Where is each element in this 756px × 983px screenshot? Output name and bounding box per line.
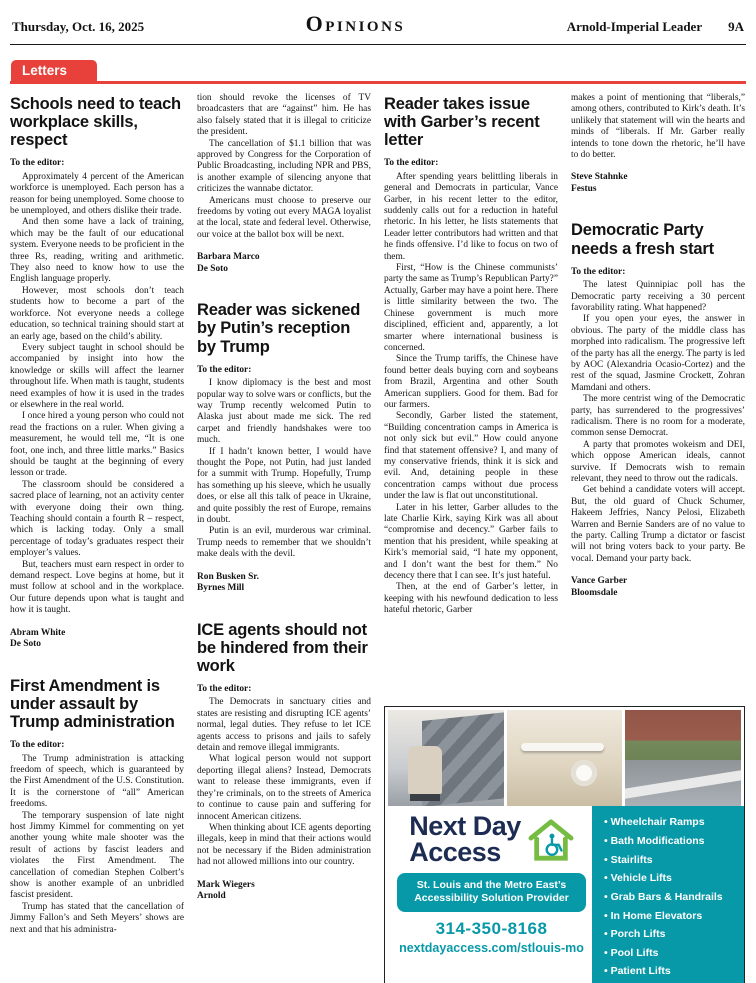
letter-paragraph: What logical person would not support deporting illegal aliens? Instead, Democrats want to release these immigrants, even if they’re criminals, on to the streets of America to continue to cause pain and suffering for innocent American citizens. [197,754,371,822]
letter-paragraph: First, “How is the Chinese communists’ party the same as Trump’s Republican Party?” Actually, Garber may have a point here. There is little similarity between the two. The Chinese government is much more disciplined, efficient and, apparently, a lot smarter where international business is concerned. [384,263,558,353]
signature-name: Mark Wiegers [197,879,255,890]
letter-paragraph: Putin is an evil, murderous war criminal. Trump needs to remember that we shouldn’t make deals with the devil. [197,526,371,560]
letter-paragraph-continued: tion should revoke the licenses of TV broadcasters that are “against” him. He has also falsely stated that it is illegal to criticize the president. [197,93,371,138]
salutation: To the editor: [197,684,252,695]
ad-phone: 314-350-8168 [435,918,548,938]
letter-paragraph: I know diplomacy is the best and most popular way to solve wars or conflicts, but the way Trump recently welcomed Putin to Alaska just about made me sick. The red carpet and friendly handshakes were too much. [197,378,371,446]
salutation: To the editor: [10,158,65,169]
letter-first-amendment-part1 [10,677,184,936]
letter-headline: ICE agents should not be hindered from their work [197,620,368,675]
signature-city: Arnold [197,891,226,902]
next-day-access-ad [384,706,745,983]
letter-paragraph: I once hired a young person who could not read the fractions on a ruler. When giving a measurement, he would tell me, “It is one foot, one inch, and three little marks.” Basics should be taught at the beginning of every lesson or trade. [10,411,184,479]
signature [197,572,371,595]
letter-paragraph: Then, at the end of Garber’s letter, in keeping with his newfound dedication to less hateful rhetoric, Garber [384,582,558,616]
letter-paragraph-continued: makes a point of mentioning that “liberals,” among others, contributed to Kirk’s death. It’s unlikely that statement will win the hearts and minds of “liberals. If Mr. Garber really intends to tone down the rhetoric, he’ll have to do better. [571,93,745,161]
salutation: To the editor: [571,266,626,277]
masthead-paper-name [567,19,744,35]
right-half [384,93,745,983]
service-item: • Wheelchair Ramps [604,816,738,829]
grab-bar-graphic [521,743,604,751]
letter-paragraph: When thinking about ICE agents deporting illegals, keep in mind that their actions would not be necessary if the Biden administration had not allowed millions into our country. [197,822,371,868]
letter-paragraph: A party that promotes wokeism and DEI, which oppose American ideals, cannot survive. If Democrats wish to remain relevant, they need to throw out the radicals. [571,439,745,485]
service-item: • Vehicle Lifts [604,872,738,885]
stairlift-chair-graphic [408,746,442,794]
service-item: • Pool Lifts [604,947,738,960]
letter-paragraph: The latest Quinnipiac poll has the Democratic party receiving a 30 percent favorability rating. What happened? [571,280,745,313]
letter-headline: Schools need to teach workplace skills, respect [10,95,181,150]
letter-headline: Democratic Party needs a fresh start [571,221,714,258]
letter-paragraph: If I hadn’t known better, I would have thought the Pope, not Putin, had just landed for a summit with Trump. Hopefully, Trump has something up his sleeve, which he usually does, or else all this talk of peace in Ukraine, and quite possibly the rest of Europe, remains in doubt. [197,446,371,525]
letter-paragraph: And then some have a lack of training, which may be the fault of our educational system. Everyone needs to be proficient in the three Rs, reading, writing and arithmetic. They also need to know how to use the English language properly. [10,217,184,285]
signature-name: Abram White [10,627,66,638]
service-item: • In Home Elevators [604,910,738,923]
wheelchair-ramp-photo [625,710,741,806]
masthead [10,8,746,45]
toilet-paper-graphic [571,760,597,786]
signature-city: De Soto [10,639,41,650]
brand-line1: Next Day [409,811,521,842]
column-1 [10,93,184,983]
column-4 [571,93,745,698]
letter-headline: First Amendment is under assault by Trump administration [10,676,175,731]
signature-city: Festus [571,183,597,194]
letter-paragraph: Since the Trump tariffs, the Chinese have found better deals buying corn and soybeans from Brazil, Argentina and other South American suppliers. Good for them. Bad for our farmers. [384,354,558,410]
letter-democratic-party [571,221,745,599]
letter-paragraph: The more centrist wing of the Democratic party, has surrendered to the progressives’ radicalism. There is no room for a moderate, common sense Democrat. [571,394,745,439]
ad-photos [385,707,744,806]
letters-banner: Letters [11,60,97,81]
letter-paragraph: Secondly, Garber listed the statement, “Building concentration camps in America is not only sick but evil.” How could anyone find that statement offensive? I, and many of my conservative friends, think it is sick and evil. And, detaining people in these concentration camps without due process under the law is flat out unconstitutional. [384,411,558,502]
letter-paragraph: Approximately 4 percent of the American workforce is unemployed. Each person has a reason for being unemployed. Some choose to be unemployed, and others dislike their trade. [10,171,184,217]
letters-banner-row [10,60,746,84]
signature-name: Steve Stahnke [571,172,628,183]
letter-paragraph: However, most schools don’t teach students how to become a part of the workforce. Not everyone needs a college education, so technical training should start at an early age, based on the child’s ability. [10,285,184,342]
house-accessibility-icon [528,818,574,862]
letter-schools [10,95,184,651]
ramp-graphic [625,767,741,800]
signature-name: Barbara Marco [197,252,260,263]
column-2 [197,93,371,983]
service-item: • Porch Lifts [604,928,738,941]
signature [571,576,745,599]
ad-website: nextdayaccess.com/stlouis-mo [399,940,584,955]
service-item: • Grab Bars & Handrails [604,891,738,904]
masthead-date: Thursday, Oct. 16, 2025 [12,19,145,34]
stairlift-photo [388,710,504,806]
signature-name: Vance Garber [571,576,628,587]
salutation: To the editor: [197,364,252,375]
letter-paragraph: Americans must choose to preserve our freedoms by voting out every MAGA loyalist at the local, state and federal level. Otherwise, our voice at the ballot box will be next. [197,195,371,240]
salutation: To the editor: [10,740,65,751]
letter-putin [197,301,371,594]
brand-line2: Access [409,837,501,868]
letter-paragraph: After spending years belittling liberals in general and Democrats in particular, Vance Garber, in his recent letter to the editor, suddenly calls out for a reduction in hateful rhetoric. In his letter, he lists statements that Leader letter contributors had written and that he finds offensive. I’d like to focus on two of them. [384,171,558,262]
ad-tagline: St. Louis and the Metro East’s Accessibility Solution Provider [397,873,586,912]
service-item: • Patient Lifts [604,965,738,978]
letter-paragraph: If you open your eyes, the answer in obvious. The party of the middle class has morphed into radicalism. The progressive left of the party has all the energy. The party is led by AOC (Alexandria Ocasio-Cortez) and the rest of the squad, Jasmine Crockett, Zohran Mamdani and others. [571,314,745,393]
letter-paragraph: Trump has stated that the cancellation of Jimmy Fallon’s and Seth Meyers’ shows are next and that his administra- [10,901,184,935]
ad-info [391,812,592,983]
ad-services-list [592,806,744,983]
signature [571,172,745,195]
letter-paragraph: The Democrats in sanctuary cities and states are resisting and disrupting ICE agents’ normal, legal duties. They refuse to let ICE agents access to prisons and jails to safely detain and remove illegal immigrants. [197,697,371,754]
signature [197,880,371,903]
paper-name: Arnold-Imperial Leader [566,19,703,34]
service-item: • Stairlifts [604,854,738,867]
brand-text [409,811,521,868]
page-number: 9A [728,19,744,34]
letter-paragraph: Later in his letter, Garber alludes to the late Charlie Kirk, saying Kirk was all about “compromise and decency.” Garber fails to mention that his president, while speaking at Kirk’s memorial said, “I hate my opponent, and I don’t want the best for them.” No decency there that I can see. It’s just hateful. [384,502,558,582]
signature-name: Ron Busken Sr. [197,571,259,582]
letter-paragraph: The Trump administration is attacking freedom of speech, which is guaranteed by the First Amendment of the U.S. Constitution. It is the cornerstone of “all” American freedoms. [10,753,184,810]
letter-paragraph: The cancellation of $1.1 billion that was approved by Congress for the Corporation of Public Broadcasting, including NPR and PBS, is another example of silencing anyone that criticizes the wannabe dictator. [197,138,371,195]
letter-paragraph: Every subject taught in school should be accompanied by insight into how the knowledge or skills will affect the learner throughout life. When math is taught, students need examples of how it is used in the trades or elsewhere in the real world. [10,342,184,410]
signature-city: Bloomsdale [571,587,618,598]
letter-headline: Reader takes issue with Garber’s recent letter [384,95,540,150]
masthead-section-title: Opinions [305,11,406,36]
letter-ice [197,621,371,903]
next-day-access-logo [409,811,574,868]
page-content [10,93,746,983]
ad-bottom [385,806,744,983]
signature [10,628,184,651]
column-3 [384,93,558,698]
signature-city: Byrnes Mill [197,583,245,594]
letter-garber-response-part2 [571,93,745,195]
letter-headline: Reader was sickened by Putin’s reception by Trump [197,301,361,356]
letter-paragraph: Get behind a candidate voters will accept. But, the old guard of Chuck Schumer, Hakeem Jeffries, Nancy Pelosi, Elizabeth Warren and Bernie Sanders are of no value to the party. Calling Trump a dictator or fascist will not bring voters back to your party. Be vocal. Demand your party back. [571,485,745,564]
signature [197,252,371,275]
service-item: • Bath Modifications [604,835,738,848]
letter-first-amendment-part2 [197,93,371,275]
bathroom-grab-bar-photo [507,710,623,806]
letter-paragraph: But, teachers must earn respect in order to demand respect. Love begins at home, but it must follow at school and in the workplace. Our future depends upon what is taught and how it is taught. [10,559,184,616]
letter-paragraph: The temporary suspension of late night host Jimmy Kimmel for commenting on yet another young white male shooter was the result of actions by fascist leaders and violates the First Amendment. The cancellation of comedian Stephen Colbert’s show is another example of an unbridled fascist president. [10,810,184,901]
salutation: To the editor: [384,158,439,169]
right-columns [384,93,745,698]
letter-garber-response-part1 [384,95,558,617]
letter-paragraph: The classroom should be considered a sacred place of learning, not an activity center with everyone doing their own thing. Teaching should contain a fourth R – respect, which is lacking today. Only a small percentage of today’s graduates respect their employer’s values. [10,479,184,559]
signature-city: De Soto [197,263,228,274]
